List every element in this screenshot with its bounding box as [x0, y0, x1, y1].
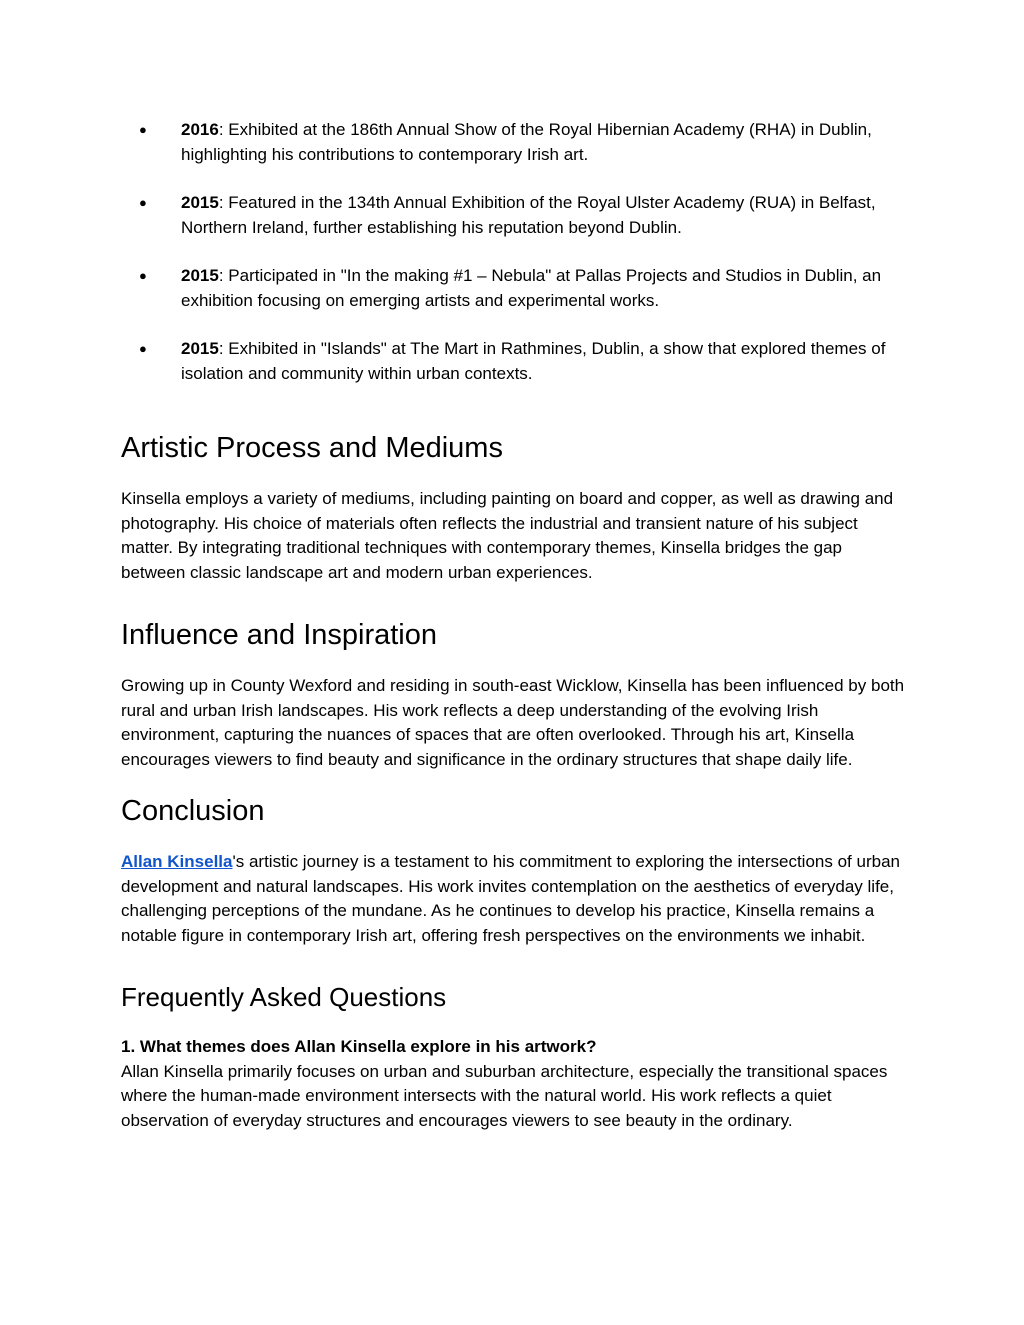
allan-kinsella-link[interactable]: Allan Kinsella	[121, 852, 233, 871]
conclusion-paragraph	[121, 850, 906, 948]
exhibition-item	[121, 337, 906, 386]
document-page	[121, 118, 906, 1133]
exhibition-year: 2016	[181, 120, 219, 139]
process-heading: Artistic Process and Mediums	[121, 432, 503, 464]
conclusion-heading: Conclusion	[121, 795, 265, 827]
bullet-icon: ●	[139, 341, 147, 356]
faq-answer: Allan Kinsella primarily focuses on urban and suburban architecture, especially the transitional spaces where the human-made environment intersects with the natural world. His work reflects a quiet observation of everyday structures and encourages viewers to see beauty in the ordinary.	[121, 1061, 888, 1130]
exhibition-year: 2015	[181, 193, 219, 212]
process-paragraph: Kinsella employs a variety of mediums, including painting on board and copper, as well as drawing and photography. His choice of materials often reflects the industrial and transient nature of his subject matter. By integrating traditional techniques with contemporary themes, Kinsella bridges the gap between classic landscape art and modern urban experiences.	[121, 489, 894, 582]
exhibition-item	[121, 191, 906, 240]
exhibition-item	[121, 264, 906, 313]
exhibition-text: : Featured in the 134th Annual Exhibition of the Royal Ulster Academy (RUA) in Belfast, Northern Ireland, further establishing his reputation beyond Dublin.	[181, 193, 876, 237]
bullet-icon: ●	[139, 195, 147, 210]
bullet-icon: ●	[139, 122, 147, 137]
influence-paragraph: Growing up in County Wexford and residing in south-east Wicklow, Kinsella has been influenced by both rural and urban Irish landscapes. His work reflects a deep understanding of the evolving Irish environment, capturing the nuances of spaces that are often overlooked. Through his art, Kinsella encourages viewers to find beauty and significance in the ordinary structures that shape daily life.	[121, 676, 905, 769]
faq-item	[121, 1035, 906, 1133]
exhibition-text: : Participated in "In the making #1 – Nebula" at Pallas Projects and Studios in Dublin, an exhibition focusing on emerging artists and experimental works.	[181, 266, 882, 310]
faq-question: 1. What themes does Allan Kinsella explore in his artwork?	[121, 1037, 597, 1056]
exhibition-text: : Exhibited in "Islands" at The Mart in Rathmines, Dublin, a show that explored themes of isolation and community within urban contexts.	[181, 339, 886, 383]
exhibition-item	[121, 118, 906, 167]
exhibition-year: 2015	[181, 266, 219, 285]
faq-heading: Frequently Asked Questions	[121, 982, 447, 1012]
conclusion-text: 's artistic journey is a testament to his commitment to exploring the intersections of urban development and natural landscapes. His work invites contemplation on the aesthetics of everyday life, challenging perceptions of the mundane. As he continues to develop his practice, Kinsella remains a notable figure in contemporary Irish art, offering fresh perspectives on the environments we inhabit.	[121, 852, 900, 945]
exhibition-year: 2015	[181, 339, 219, 358]
exhibition-text: : Exhibited at the 186th Annual Show of the Royal Hibernian Academy (RHA) in Dublin, highlighting his contributions to contemporary Irish art.	[181, 120, 872, 164]
exhibition-list	[121, 118, 906, 386]
influence-heading: Influence and Inspiration	[121, 619, 437, 651]
bullet-icon: ●	[139, 268, 147, 283]
